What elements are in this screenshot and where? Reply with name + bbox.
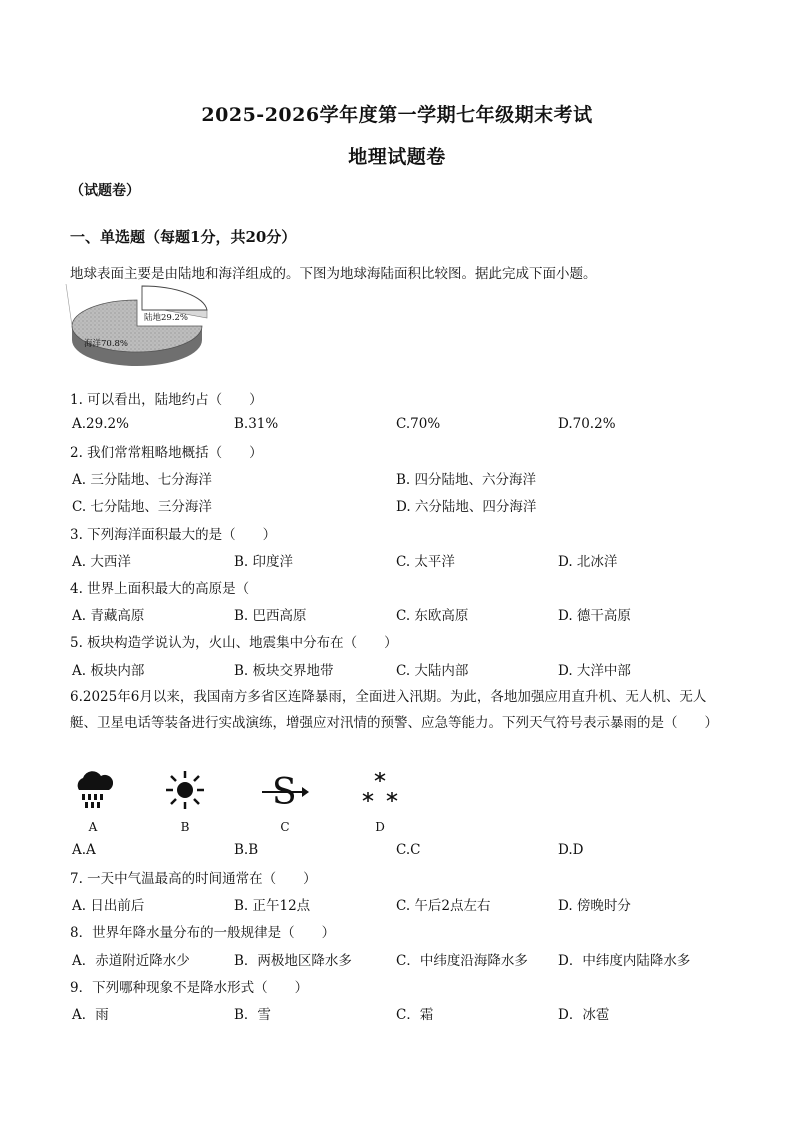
option-a[interactable]: A. 大西洋 (72, 554, 131, 570)
question-5: 5. 板块构造学说认为，火山、地震集中分布在（ ） (70, 635, 398, 651)
option-c[interactable]: C. 大陆内部 (396, 663, 469, 679)
option-d[interactable]: D. 德干高原 (558, 608, 631, 624)
option-d[interactable]: D.D (558, 842, 584, 858)
ocean-label: 海洋70.8% (84, 339, 129, 349)
question-6: 6.2025年6月以来，我国南方多省区连降暴雨，全面进入汛期。为此，各地加强应用直升机、无人机、无人艇、卫星电话等装备进行实战演练，增强应对汛情的预警、应急等能力。下列天气符号表示暴雨的是（ ） (70, 689, 718, 731)
option-b[interactable]: B.B (234, 842, 259, 858)
heavy-rain-icon (73, 768, 113, 812)
question-7-options (70, 894, 730, 914)
option-b[interactable]: B. 正午12点 (234, 898, 311, 914)
option-b[interactable]: B. 四分陆地、六分海洋 (396, 472, 537, 488)
land-slice (142, 286, 207, 310)
option-d[interactable]: D.70.2% (558, 416, 616, 432)
option-c[interactable]: C.C (396, 842, 421, 858)
question-2-options-row1 (70, 468, 730, 488)
exam-title: 2025-2026学年度第一学期七年级期末考试 (201, 104, 593, 126)
weather-symbol-b (160, 768, 210, 834)
symbol-label-a: A (88, 820, 98, 834)
option-d[interactable]: D. 六分陆地、四分海洋 (396, 499, 537, 515)
option-c[interactable]: C. 太平洋 (396, 554, 455, 570)
question-9: 9．下列哪种现象不是降水形式（ ） (70, 980, 309, 996)
question-2-options-row2 (70, 495, 730, 515)
weather-symbol-a (68, 768, 118, 834)
question-9-options (70, 1003, 730, 1023)
land-ocean-pie-chart (62, 284, 212, 376)
exam-subtitle: 地理试题卷 (348, 146, 446, 168)
option-d[interactable]: D. 北冰洋 (558, 554, 618, 570)
sandstorm-icon (260, 768, 310, 812)
section-heading: 一、单选题（每题1分，共20分） (70, 228, 297, 246)
option-b[interactable]: B．雪 (234, 1007, 271, 1023)
option-d[interactable]: D. 大洋中部 (558, 663, 631, 679)
option-a[interactable]: A.A (72, 842, 96, 858)
question-5-options (70, 659, 730, 679)
question-3: 3. 下列海洋面积最大的是（ ） (70, 527, 277, 543)
weather-symbol-d (355, 768, 405, 834)
option-a[interactable]: A. 三分陆地、七分海洋 (72, 472, 212, 488)
symbol-label-c: C (280, 820, 290, 834)
option-a[interactable]: A．赤道附近降水少 (72, 953, 190, 969)
weather-symbol-c (260, 768, 310, 834)
svg-text:S: S (272, 772, 297, 812)
option-c[interactable]: C．霜 (396, 1007, 434, 1023)
option-a[interactable]: A. 青藏高原 (72, 608, 145, 624)
question-2: 2. 我们常常粗略地概括（ ） (70, 445, 263, 461)
question-8-options (70, 949, 730, 969)
land-label: 陆地29.2% (144, 313, 189, 323)
option-b[interactable]: B．两极地区降水多 (234, 953, 352, 969)
question-4: 4. 世界上面积最大的高原是（ (70, 581, 250, 597)
option-c[interactable]: C. 午后2点左右 (396, 898, 491, 914)
question-4-options (70, 604, 730, 624)
option-a[interactable]: A. 板块内部 (72, 663, 145, 679)
question-6-options (70, 842, 730, 862)
question-8: 8．世界年降水量分布的一般规律是（ ） (70, 925, 336, 941)
option-c[interactable]: C. 七分陆地、三分海洋 (72, 499, 212, 515)
option-b[interactable]: B. 板块交界地带 (234, 663, 334, 679)
option-d[interactable]: D．冰雹 (558, 1007, 610, 1023)
symbol-label-d: D (375, 820, 385, 834)
question-1-options (70, 416, 730, 436)
question-1: 1. 可以看出，陆地约占（ ） (70, 392, 263, 408)
section-intro: 地球表面主要是由陆地和海洋组成的。下图为地球海陆面积比较图。据此完成下面小题。 (70, 266, 597, 282)
option-d[interactable]: D. 傍晚时分 (558, 898, 631, 914)
option-a[interactable]: A．雨 (72, 1007, 109, 1023)
option-b[interactable]: B.31% (234, 416, 279, 432)
question-3-options (70, 550, 730, 570)
question-7: 7. 一天中气温最高的时间通常在（ ） (70, 871, 317, 887)
option-c[interactable]: C.70% (396, 416, 441, 432)
symbol-label-b: B (180, 820, 190, 834)
option-b[interactable]: B. 印度洋 (234, 554, 294, 570)
option-a[interactable]: A. 日出前后 (72, 898, 145, 914)
option-b[interactable]: B. 巴西高原 (234, 608, 307, 624)
option-d[interactable]: D．中纬度内陆降水多 (558, 953, 691, 969)
option-c[interactable]: C．中纬度沿海降水多 (396, 953, 528, 969)
sun-icon (163, 768, 207, 812)
snow-icon (358, 768, 402, 812)
option-c[interactable]: C. 东欧高原 (396, 608, 469, 624)
option-a[interactable]: A.29.2% (72, 416, 129, 432)
paper-label: （试题卷） (70, 183, 140, 199)
